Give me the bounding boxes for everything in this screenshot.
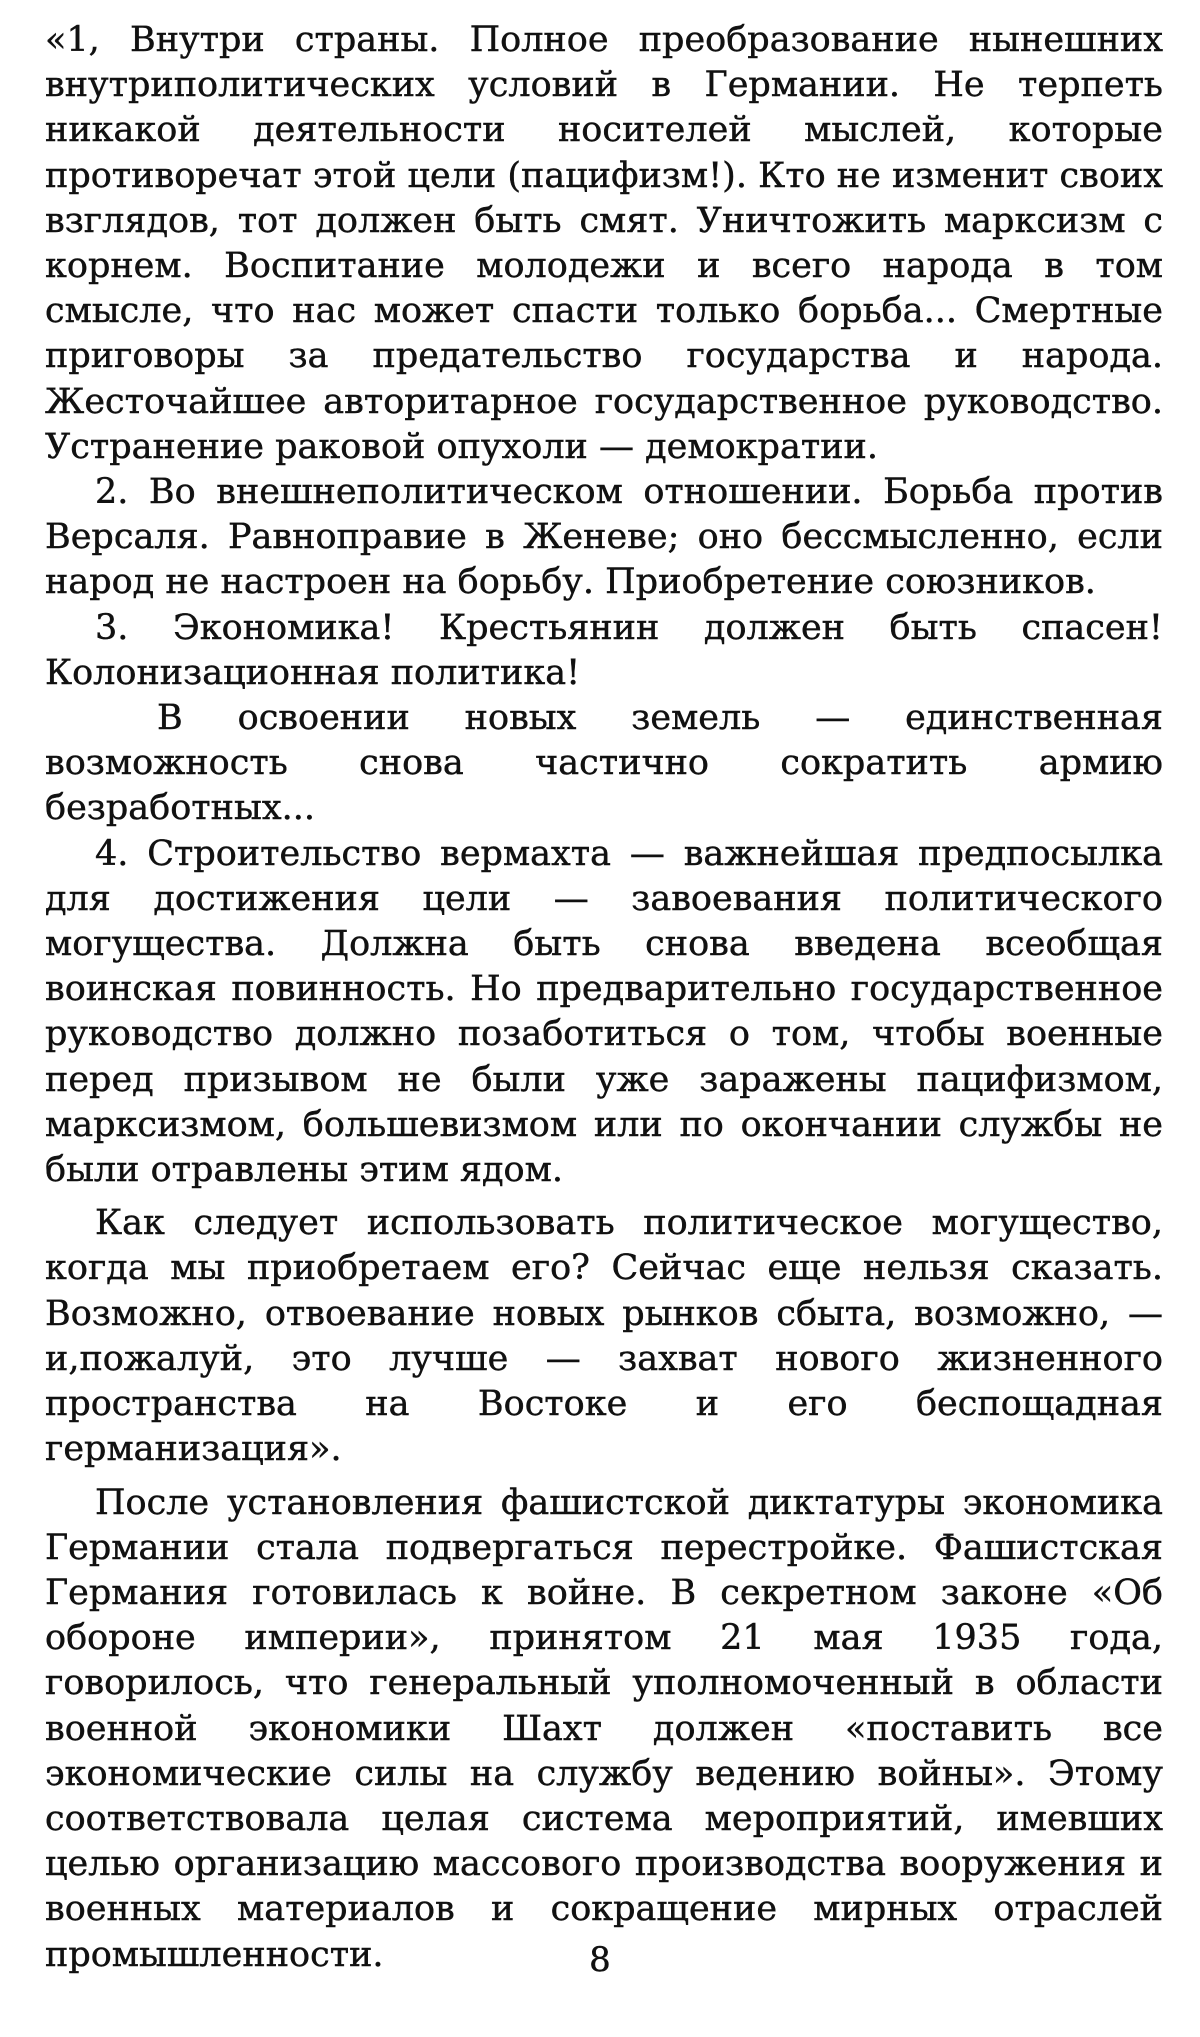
paragraph-6: Как следует использовать политическое могущество, когда мы приобретаем его? Сейчас еще нельзя сказать. Возможно, отвоевание новых рынков сбыта, возможно, — и,пожалуй, это лучше — захват нового жизненного пространства на Востоке и его беспощадная германизация». bbox=[45, 1203, 1163, 1470]
paragraph-2: 2. Во внешнеполитическом отношении. Борьба против Версаля. Равноправие в Женеве; оно бессмысленно, если народ не настроен на борьбу. Приобретение союзников. bbox=[45, 472, 1163, 603]
paragraph-3: 3. Экономика! Крестьянин должен быть спасен! Колонизационная политика! bbox=[45, 607, 1163, 693]
paragraph-7: После установления фашистской диктатуры экономика Германии стала подвергаться перестройке. Фашистская Германия готовилась к войне. В секретном законе «Об обороне империи», принятом 21 мая 1935 года, говорилось, что генеральный уполномоченный в области военной экономики Шахт должен «поставить все экономические силы на службу ведению войны». Этому соответствовала целая система мероприятий, имевших целью организацию массового производства вооружения и военных материалов и сокращение мирных отраслей промышленности. bbox=[45, 1482, 1163, 1975]
paragraph-5: 4. Строительство вермахта — важнейшая предпосылка для достижения цели — завоевания политического могущества. Должна быть снова введена всеобщая воинская повинность. Но предварительно государственное руководство должно позаботиться о том, чтобы военные перед призывом не были уже заражены пацифизмом, марксизмом, большевизмом или по окончании службы не были отравлены этим ядом. bbox=[45, 833, 1163, 1191]
paragraph-1: «1, Внутри страны. Полное преобразование нынешних внутриполитических условий в Германии. Не терпеть никакой деятельности носителей мыслей, которые противоречат этой цели (пацифизм!). Кто не изменит своих взглядов, тот должен быть смят. Уничтожить марксизм с корнем. Воспитание молодежи и всего народа в том смысле, что нас может спасти только борьба... Смертные приговоры за предательство государства и народа. Жесточайшее авторитарное государственное руководство. Устранение раковой опухоли — демократии. bbox=[45, 20, 1163, 467]
page-number: 8 bbox=[589, 1940, 611, 1980]
page-body bbox=[45, 18, 1163, 1978]
paragraph-4: В освоении новых земель — единственная возможность снова частично сократить армию безработных... bbox=[45, 698, 1163, 829]
